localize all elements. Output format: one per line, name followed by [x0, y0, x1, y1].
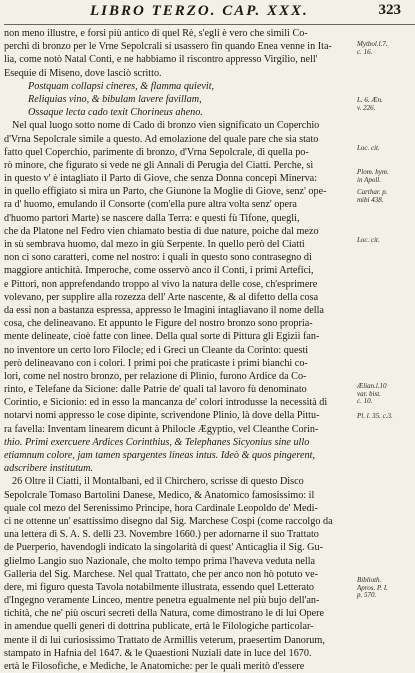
- text-line: volevano, per supplire alla rozezza dell' Arte nascente, & al difetto della cosa: [4, 291, 319, 303]
- text-line: rò minore, che figurato si vede ne gli Annali di Perugia del Ciatti. Perche, sì: [4, 159, 314, 171]
- margin-note-line: p. 570.: [357, 591, 377, 599]
- margin-note-line: Apros. P. I.: [357, 583, 388, 592]
- text-line: cosa, che delineavano. Et appunto le Figure del nostro bronzo sono propria-: [4, 318, 313, 330]
- text-line: lori, come nel nostro bronzo, per relazione di Plinio, furono Ardice da Co-: [4, 370, 307, 382]
- margin-note: [357, 41, 415, 56]
- text-line: rinto, e Telefane da Sicione: dalle Patrie de' quali tal lavoro fù denominato: [4, 384, 307, 396]
- margin-note-line: v. 226.: [357, 103, 376, 112]
- text-line: de Puerperio, havendogli indicato la singolarità di quest' Anticaglia il Sig. Gu-: [4, 542, 323, 554]
- text-line: Esequie di Miseno, dove lasciò scritto.: [4, 67, 162, 79]
- text-line: d'Vrna Sepolcrale simile a questo. Ad emolazione del quale pare che sia stato: [4, 133, 319, 145]
- latin-quote-line: etiamnum colore, jam tamen spargentes lineas intus. Ideò & quos pingerent,: [4, 450, 315, 461]
- margin-note-line: Ælian.l.10: [357, 382, 387, 390]
- text-line: Nel qual luogo sotto nome di Cado di bronzo vien significato un Coperchio: [12, 120, 320, 132]
- text-line: tichità, che ne' più oscuri secreti della Natura, come dimostrano le di lui Opere: [4, 608, 325, 620]
- text-line: notarvi nomi appresso le cose dipinte, scrivendone Plinio, là dove della Pittu-: [4, 410, 320, 422]
- margin-note: [357, 145, 415, 153]
- margin-note-line: c. 10.: [357, 397, 373, 405]
- margin-note: [357, 577, 415, 600]
- text-line: non meno illustre, e forsi più antico di quel Rè, s'egli è vero che simili Co-: [4, 28, 308, 39]
- margin-note-line: Pl. l. 35. c.3.: [357, 412, 393, 420]
- text-line: fatto quel Coperchio, parimente di bronzo, d'Vrna Sepolcrale, di quella po-: [4, 146, 309, 158]
- text-line: quale col mezo del Serenissimo Principe, hora Cardinale Leopoldo de' Medi-: [4, 502, 318, 514]
- text-line: Corintio, e Sicionio: ed in esso la mancanza de' colori introdusse la necessità di: [4, 397, 328, 409]
- verse-line: Ossaque lecta cado texit Chorineus aheno.: [28, 107, 203, 119]
- margin-note: [357, 97, 415, 112]
- margin-note: [357, 189, 415, 204]
- page-header: [4, 2, 415, 25]
- text-line: che da Platone nel Fedro vien chiamato bestia di due nature, poiche dal mezo: [4, 225, 319, 237]
- text-line: d'Ingegno veramente Linceo, mentre penetra egualmente nel più bujo dell'an-: [4, 595, 320, 607]
- text-line: in questo v' è intagliato il Parto di Giove, che senza Donna concepì Minerva:: [4, 173, 318, 185]
- text-line: d'huomo partorì Marte) se nascere dalla Terra: e questi fù Tifone, quegli,: [4, 212, 300, 224]
- text-line: Sepolcrale Tomaso Bartolini Danese, Medico, & Anatomico famosissimo: il: [4, 489, 315, 501]
- text-line: maggiore antichità. Imperoche, come osservò anco il Conti, i primi Artefici,: [4, 265, 314, 277]
- latin-quote-line: adscribere institutum.: [4, 463, 94, 475]
- text-line: ci ne ottenne un' esattissimo disegno dal Sig. Marchese Cospi (come raccolgo da: [4, 515, 333, 527]
- text-line: perchi di bronzo per le Vrne Sepolcrali si usassero fin quando Enea venne in Ita-: [4, 41, 332, 53]
- text-line: mente delineate, cioè fatte con linee. Della qual sorte di Pittura gli Egizii fan-: [4, 331, 320, 343]
- margin-note-line: L. 6. Æn.: [357, 96, 383, 104]
- margin-note: [357, 169, 415, 184]
- text-line: 26 Oltre il Ciatti, il Montalbani, ed il Chirchero, scrisse di questo Disco: [12, 476, 304, 488]
- text-line: ra d' huomo, emulando il Consorte (com'ella pure altra volta senz' opera: [4, 199, 297, 211]
- margin-note-line: Carthar. p.: [357, 188, 388, 196]
- main-text-column: [4, 27, 356, 673]
- margin-note: [357, 413, 415, 421]
- text-line: in quello effigiato si mira un Parto, che Giunone la Moglie di Giove, senz' ope-: [4, 186, 327, 198]
- margin-note-line: Plom. hym.: [357, 168, 389, 176]
- margin-note: [357, 383, 415, 406]
- page-number: 323: [378, 2, 401, 18]
- text-line: mente il di lui curiosissimo Trattato de Armillis veterum, praesertim Danorum,: [4, 634, 325, 646]
- text-line: e Pittori, non apprefendando troppo al vivo la natura delle cose, ch'esprimere: [4, 278, 318, 290]
- text-line: stampato in Hafnia del 1647. & le Quaestioni Nuziali date in luce del 1670.: [4, 647, 312, 659]
- text-line: lia, come notò Natal Conti, e ne habbiamo il riscontro appresso Virgilio, nell': [4, 54, 318, 66]
- margin-note-line: Biblioth.: [357, 576, 382, 584]
- running-title: LIBRO TERZO. CAP. XXX.: [90, 3, 309, 19]
- text-line: una lettera di S. A. S. delli 23. Novembre 1660.) per adornarne il suo Trattato: [4, 529, 319, 541]
- text-line: però delineavano con i colori. I primi poi che praticaste i primi bianchi co-: [4, 357, 308, 369]
- margin-note-line: Loc. cit.: [357, 144, 380, 152]
- text-line: glielmo Langio suo Nazionale, che molto tempo prima l'haveva veduta nella: [4, 555, 316, 567]
- margin-note-line: Mytbol.l.7.: [357, 40, 388, 48]
- margin-note-line: in Apoll.: [357, 175, 381, 184]
- text-line: in amendue quelli generi di dottrina publicate, ertà le Filologiche particolar-: [4, 621, 314, 633]
- text-line: dere, mi figuro questa Tavola notabilmente illustrata, essendo quel Letterato: [4, 581, 315, 593]
- margin-note-line: Loc. cit.: [357, 236, 380, 244]
- margin-note: [357, 237, 415, 245]
- margin-note-line: var. bist.: [357, 389, 381, 398]
- verse-line: Postquam collapsi cineres, & flamma quievit,: [28, 80, 215, 92]
- margin-note-line: c. 16.: [357, 47, 373, 56]
- text-line: da essi non a bastanza espressa, appresso le Imagini intagliavano il nome della: [4, 304, 324, 316]
- margin-note-line: mibi 438.: [357, 195, 384, 204]
- text-line: no inventore un certo loro Filocle; ed i Greci un Cleante da Corinto: questi: [4, 344, 309, 356]
- text-line: ertà le Filosofiche, e Mediche, le Anatomiche: per le quali meritò d'essere: [4, 661, 305, 672]
- text-line: in sù sembrava huomo, dal mezo in giù Serpente. In quello però del Ciatti: [4, 239, 305, 250]
- text-line: Galleria del Sig. Marchese. Nel qual Trattato, che per anco non hò potuto ve-: [4, 568, 319, 580]
- verse-line: Reliquias vino, & bibulam lavere favillam,: [28, 93, 202, 105]
- latin-quote-line: thio. Primi exercuere Ardices Corinthius, & Telephanes Sicyonius sine ullo: [4, 436, 310, 448]
- text-line: ra favella: Inventam linearem dicunt à Philocle Ægyptio, vel Cleanthe Corin-: [4, 423, 319, 435]
- text-line: non ci sono caratteri, come nel nostro: i quali in questo sono contrasegno di: [4, 252, 312, 264]
